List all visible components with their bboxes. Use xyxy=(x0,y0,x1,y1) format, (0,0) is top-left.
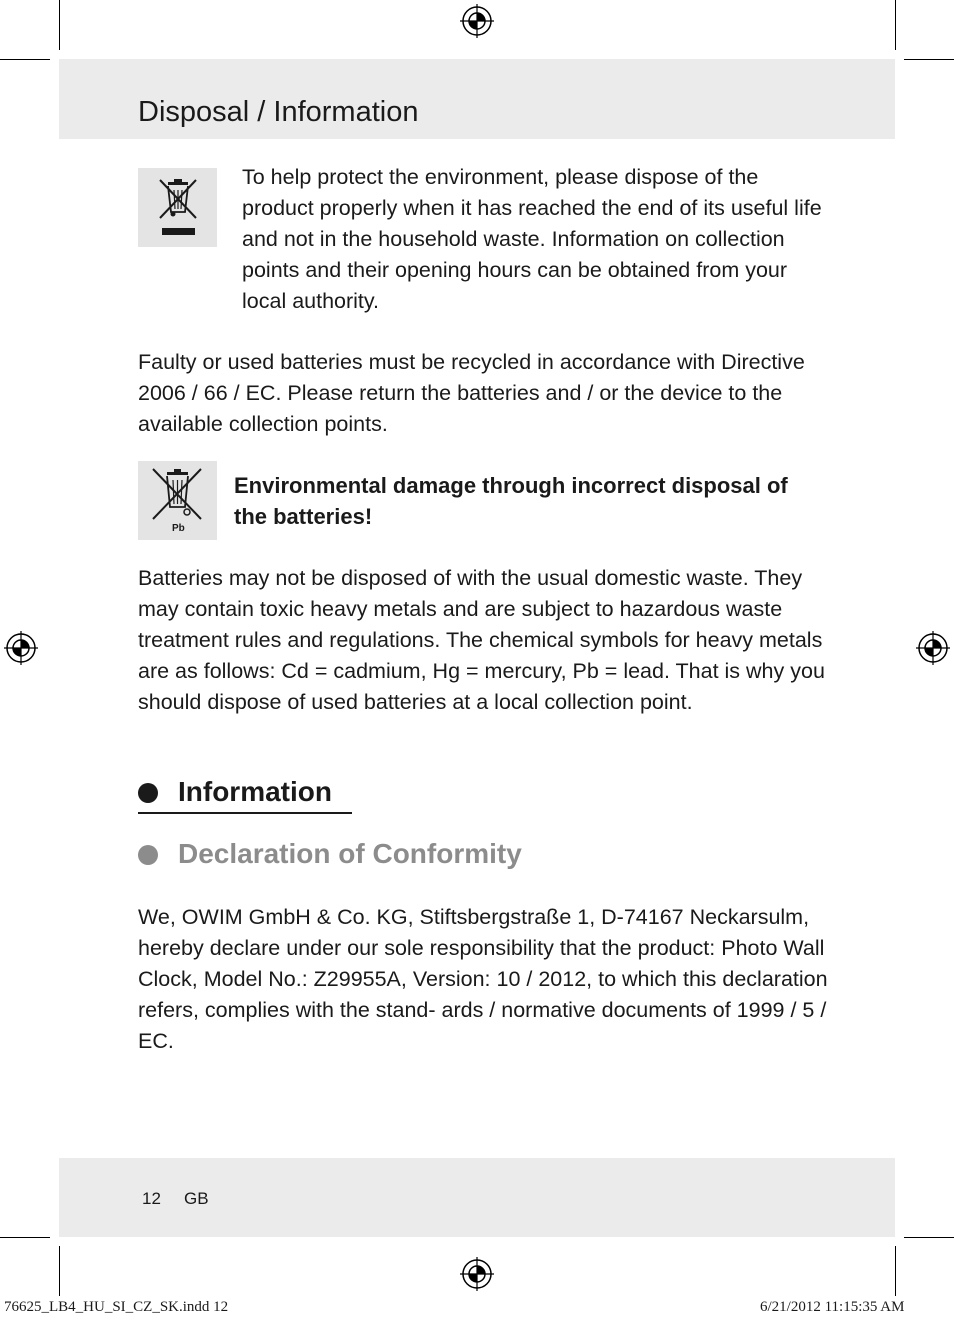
crop-mark xyxy=(904,1237,954,1238)
language-code: GB xyxy=(184,1189,209,1208)
page-number: 12 xyxy=(142,1189,161,1208)
battery-warning-title: Environmental damage through incorrect disposal of the batteries! xyxy=(234,473,788,529)
registration-mark-icon xyxy=(4,631,38,665)
crop-mark xyxy=(0,59,50,60)
crop-mark xyxy=(904,59,954,60)
battery-disposal-symbol xyxy=(138,461,217,540)
crop-mark xyxy=(59,0,60,50)
crop-mark xyxy=(895,0,896,50)
registration-mark-icon xyxy=(460,4,494,38)
print-slug-file: 76625_LB4_HU_SI_CZ_SK.indd 12 xyxy=(4,1299,229,1315)
information-heading: Information xyxy=(178,776,332,807)
declaration-heading: Declaration of Conformity xyxy=(178,838,522,869)
battery-warning-paragraph: Batteries may not be disposed of with the usual domestic waste. They may contain toxic heavy metals and are subject to hazardous waste treatment rules and regulations. The chemical symbols for heavy metals are as follows: Cd = cadmium, Hg = mercury, Pb = lead. That is why you should dispose of used batteries at a local collection point. xyxy=(138,566,825,714)
page-title: Disposal / Information xyxy=(138,96,419,128)
battery-recycling-paragraph: Faulty or used batteries must be recycled in accordance with Directive 2006 / 66 / EC. Please return the batteries and / or the device to the available collection points. xyxy=(138,350,805,436)
declaration-paragraph: We, OWIM GmbH & Co. KG, Stiftsbergstraße 1, D-74167 Neckarsulm, hereby declare under our sole responsibility that the product: Photo Wall Clock, Model No.: Z29955A, Version: 10 / 2012, to which this declaration refers, complies with the stand- ards / normative documents of 1999 / 5 / EC. xyxy=(138,905,828,1053)
section-bullet xyxy=(138,783,158,803)
subsection-bullet xyxy=(138,845,158,865)
crop-mark xyxy=(0,1237,50,1238)
crossed-out-wheelie-bin-icon xyxy=(138,168,217,247)
disposal-product-paragraph: To help protect the environment, please dispose of the product properly when it has reached the end of its useful life and not in the household waste. Information on collection points and their opening hours can be obtained from your local authority. xyxy=(242,165,822,313)
weee-symbol xyxy=(138,168,217,247)
print-slug-timestamp: 6/21/2012 11:15:35 AM xyxy=(760,1299,905,1315)
registration-mark-icon xyxy=(460,1257,494,1291)
pb-label: Pb xyxy=(172,523,185,534)
crop-mark xyxy=(59,1246,60,1296)
heading-underline xyxy=(138,812,352,814)
crop-mark xyxy=(895,1246,896,1296)
registration-mark-icon xyxy=(916,631,950,665)
